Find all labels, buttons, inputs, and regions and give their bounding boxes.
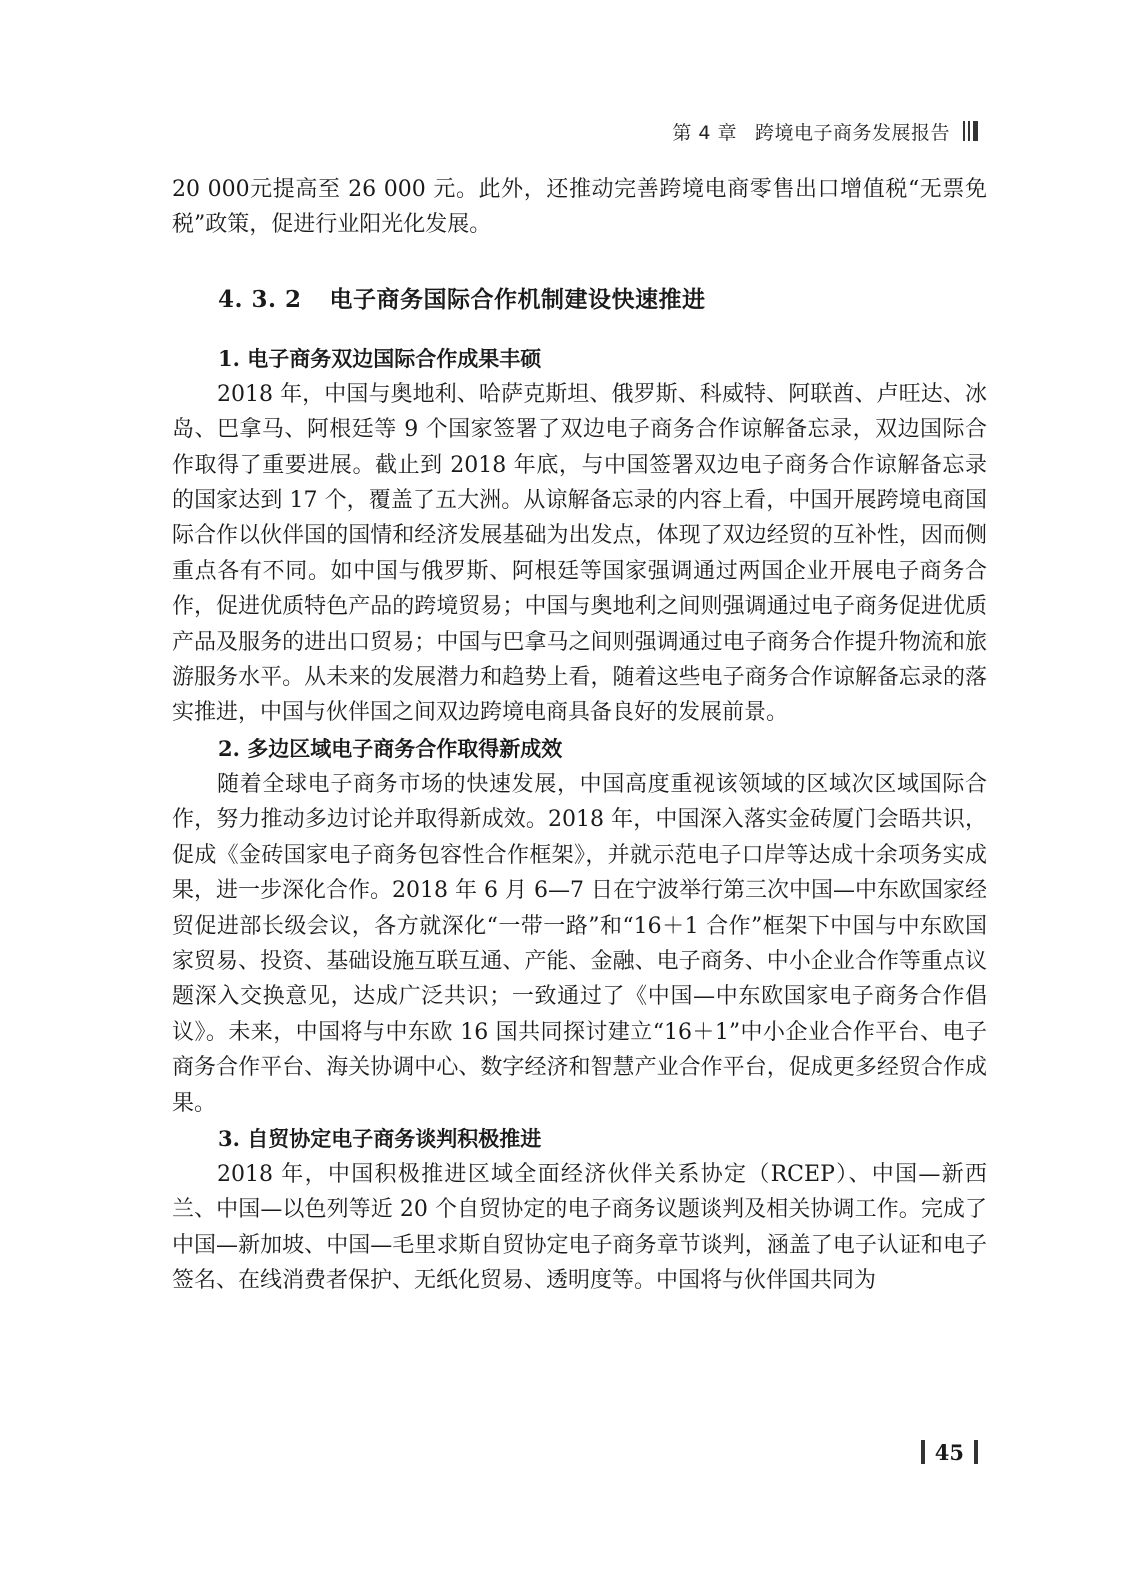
page-footer: [921, 1437, 978, 1467]
subsection-body-1: 2018 年，中国与奥地利、哈萨克斯坦、俄罗斯、科威特、阿联酋、卢旺达、冰岛、巴拿马、阿根廷等 9 个国家签署了双边电子商务合作谅解备忘录，双边国际合作取得了重要进展。截止到 2018 年底，与中国签署双边电子商务合作谅解备忘录的国家达到 17 个，覆盖了五大洲。从谅解备忘录的内容上看，中国开展跨境电商国际合作以伙伴国的国情和经济发展基础为出发点，体现了双边经贸的互补性，因而侧重点各有不同。如中国与俄罗斯、阿根廷等国家强调通过两国企业开展电子商务合作，促进优质特色产品的跨境贸易；中国与奥地利之间则强调通过电子商务促进优质产品及服务的进出口贸易；中国与巴拿马之间则强调通过电子商务合作提升物流和旅游服务水平。从未来的发展潜力和趋势上看，随着这些电子商务合作谅解备忘录的落实推进，中国与伙伴国之间双边跨境电商具备良好的发展前景。: [172, 381, 987, 726]
chapter-label: 第 4 章: [672, 121, 737, 144]
subsection-body-3: 2018 年，中国积极推进区域全面经济伙伴关系协定（RCEP）、中国—新西兰、中国—以色列等近 20 个自贸协定的电子商务议题谈判及相关协调工作。完成了中国—新加坡、中国—毛里求斯自贸协定电子商务章节谈判，涵盖了电子认证和电子签名、在线消费者保护、无纸化贸易、透明度等。中国将与伙伴国共同为: [172, 1161, 987, 1294]
subsection-title: 电子商务双边国际合作成果丰硕: [247, 346, 542, 371]
page-content: [172, 172, 987, 1299]
subsection-number: 3.: [218, 1125, 240, 1151]
subsection-number: 2.: [218, 735, 240, 761]
subsection-title: 多边区域电子商务合作取得新成效: [247, 736, 563, 761]
running-header: [672, 117, 978, 145]
section-title: 电子商务国际合作机制建设快速推进: [329, 286, 706, 313]
subsection-number: 1.: [218, 345, 240, 371]
footer-bar-left: [921, 1440, 925, 1464]
page-number: 45: [934, 1439, 964, 1465]
subsection-heading-3: [218, 1121, 987, 1157]
footer-bar-right: [974, 1440, 978, 1464]
section-heading: [218, 283, 987, 317]
subsection-heading-1: [218, 341, 987, 377]
subsection-body-2: 随着全球电子商务市场的快速发展，中国高度重视该领域的区域次区域国际合作，努力推动多边讨论并取得新成效。2018 年，中国深入落实金砖厦门会晤共识，促成《金砖国家电子商务包容性合作框架》，并就示范电子口岸等达成十余项务实成果，进一步深化合作。2018 年 6 月 6—7 日在宁波举行第三次中国—中东欧国家经贸促进部长级会议，各方就深化“一带一路”和“16＋1 合作”框架下中国与中东欧国家贸易、投资、基础设施互联互通、产能、金融、电子商务、中小企业合作等重点议题深入交换意见，达成广泛共识；一致通过了《中国—中东欧国家电子商务合作倡议》。未来，中国将与中东欧 16 国共同探讨建立“16＋1”中小企业合作平台、电子商务合作平台、海关协调中心、数字经济和智慧产业合作平台，促成更多经贸合作成果。: [172, 771, 987, 1116]
section-number: 4. 3. 2: [218, 285, 302, 313]
intro-paragraph: 20 000元提高至 26 000 元。此外，还推动完善跨境电商零售出口增值税“无票免税”政策，促进行业阳光化发展。: [172, 177, 987, 238]
header-bars-decoration: [960, 120, 978, 142]
subsection-title: 自贸协定电子商务谈判积极推进: [247, 1126, 542, 1151]
subsection-heading-2: [218, 731, 987, 767]
chapter-title: 跨境电子商务发展报告: [754, 121, 950, 144]
